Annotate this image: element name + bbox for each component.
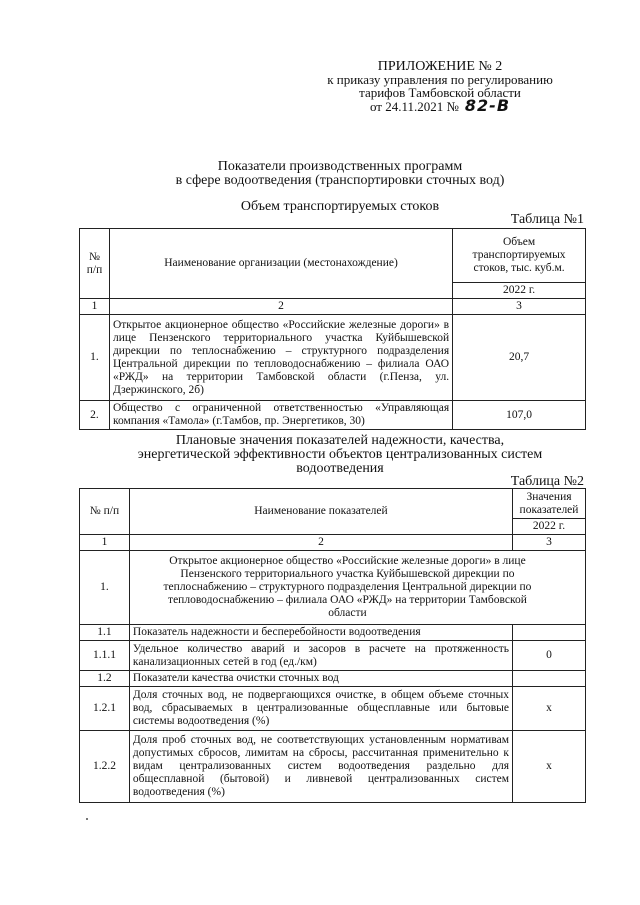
section-subtitle: Объем транспортируемых стоков bbox=[240, 199, 440, 214]
second-heading-line-3: водоотведения bbox=[296, 461, 384, 476]
t2-row-value: x bbox=[513, 731, 586, 803]
t2-org-num: 1. bbox=[80, 551, 130, 625]
t1-header-year: 2022 г. bbox=[453, 283, 586, 299]
scan-speck bbox=[86, 818, 88, 820]
t2-row-name: Доля сточных вод, не подвергающихся очистке, в общем объеме сточных вод, сбрасываемых в централизованные общесплавные или бытовые системы водоотведения (%) bbox=[129, 687, 512, 731]
t1-header-num: № п/п bbox=[80, 229, 110, 299]
t1-row-name: Общество с ограниченной ответственностью «Управляющая компания «Тамола» (г.Тамбов, пр. Энергетиков, 30) bbox=[109, 401, 452, 430]
table-row bbox=[80, 315, 586, 401]
t2-index-cell: 1 bbox=[80, 535, 130, 551]
second-heading-line-2: энергетической эффективности объектов централизованных систем bbox=[137, 447, 543, 462]
t2-row-value: 0 bbox=[513, 641, 586, 671]
t1-index-cell: 3 bbox=[453, 299, 586, 315]
appendix-line-2: тарифов Тамбовской области bbox=[359, 85, 521, 100]
t2-row-name: Доля проб сточных вод, не соответствующих установленным нормативам допустимых сбросов, лимитам на сбросы, рассчитанная применительно к видам централизованных систем водоотведения раздельно для общесплавной (бытовой) и ливневой централизованных систем водоотведения (%) bbox=[129, 731, 512, 803]
t2-row-value: x bbox=[513, 687, 586, 731]
t1-row-num: 1. bbox=[80, 315, 110, 401]
t1-index-cell: 2 bbox=[109, 299, 452, 315]
order-number-handwritten: 82-В bbox=[464, 96, 511, 115]
appendix-title: ПРИЛОЖЕНИЕ № 2 bbox=[377, 59, 503, 74]
t1-row-name: Открытое акционерное общество «Российские железные дороги» в лице Пензенского территориального участка Куйбышевской дирекции по теплоснабжению – структурного подразделения Центральной дирекции по тепловодоснабжению – филиала ОАО «РЖД» на территории Тамбовской области (г.Пенза, ул. Дзержинского, 2б) bbox=[109, 315, 452, 401]
t2-section-name: Показатель надежности и бесперебойности водоотведения bbox=[129, 625, 512, 641]
t2-index-cell: 2 bbox=[129, 535, 512, 551]
t2-section-num: 1.1 bbox=[80, 625, 130, 641]
t2-header-year: 2022 г. bbox=[513, 519, 586, 535]
appendix-line-3 bbox=[290, 96, 590, 115]
t2-row-num: 1.1.1 bbox=[80, 641, 130, 671]
t2-index-cell: 3 bbox=[513, 535, 586, 551]
t2-section-name: Показатели качества очистки сточных вод bbox=[129, 671, 512, 687]
table-row bbox=[80, 401, 586, 430]
table-row bbox=[80, 625, 586, 641]
t2-header-name: Наименование показателей bbox=[129, 489, 512, 535]
t1-index-cell: 1 bbox=[80, 299, 110, 315]
t2-empty-cell bbox=[513, 671, 586, 687]
main-heading-line-1: Показатели производственных программ bbox=[217, 159, 463, 174]
appendix-block bbox=[290, 60, 590, 113]
table2-caption: Таблица №2 bbox=[510, 474, 584, 489]
t2-section-num: 1.2 bbox=[80, 671, 130, 687]
table-1 bbox=[79, 228, 586, 430]
table-row bbox=[80, 687, 586, 731]
second-heading bbox=[60, 434, 620, 476]
t2-org-name: Открытое акционерное общество «Российские железные дороги» в лице Пензенского территориального участка Куйбышевской дирекции по теплоснабжению – структурного подразделения Центральной дирекции по тепловодоснабжению – филиала ОАО «РЖД» на территории Тамбовской области bbox=[129, 551, 585, 625]
table-2 bbox=[79, 488, 586, 803]
t2-empty-cell bbox=[513, 625, 586, 641]
appendix-line-1: к приказу управления по регулированию bbox=[327, 72, 553, 87]
table1-caption: Таблица №1 bbox=[510, 212, 584, 227]
table-row bbox=[80, 641, 586, 671]
main-heading bbox=[60, 160, 620, 188]
main-heading-line-2: в сфере водоотведения (транспортировки сточных вод) bbox=[175, 173, 505, 188]
t2-row-num: 1.2.2 bbox=[80, 731, 130, 803]
second-heading-line-1: Плановые значения показателей надежности, качества, bbox=[175, 433, 505, 448]
t2-row-num: 1.2.1 bbox=[80, 687, 130, 731]
table-row bbox=[80, 731, 586, 803]
t1-header-name: Наименование организации (местонахождение) bbox=[109, 229, 452, 299]
t2-header-values: Значения показателей bbox=[513, 489, 586, 519]
order-date: от 24.11.2021 № bbox=[369, 99, 459, 114]
t1-row-num: 2. bbox=[80, 401, 110, 430]
t1-header-volume: Объем транспортируемых стоков, тыс. куб.м. bbox=[453, 229, 586, 283]
t2-header-num: № п/п bbox=[80, 489, 130, 535]
t1-row-value: 20,7 bbox=[453, 315, 586, 401]
table-row bbox=[80, 671, 586, 687]
t2-row-name: Удельное количество аварий и засоров в расчете на протяженность канализационных сетей в год (ед./км) bbox=[129, 641, 512, 671]
table-row bbox=[80, 551, 586, 625]
t1-row-value: 107,0 bbox=[453, 401, 586, 430]
